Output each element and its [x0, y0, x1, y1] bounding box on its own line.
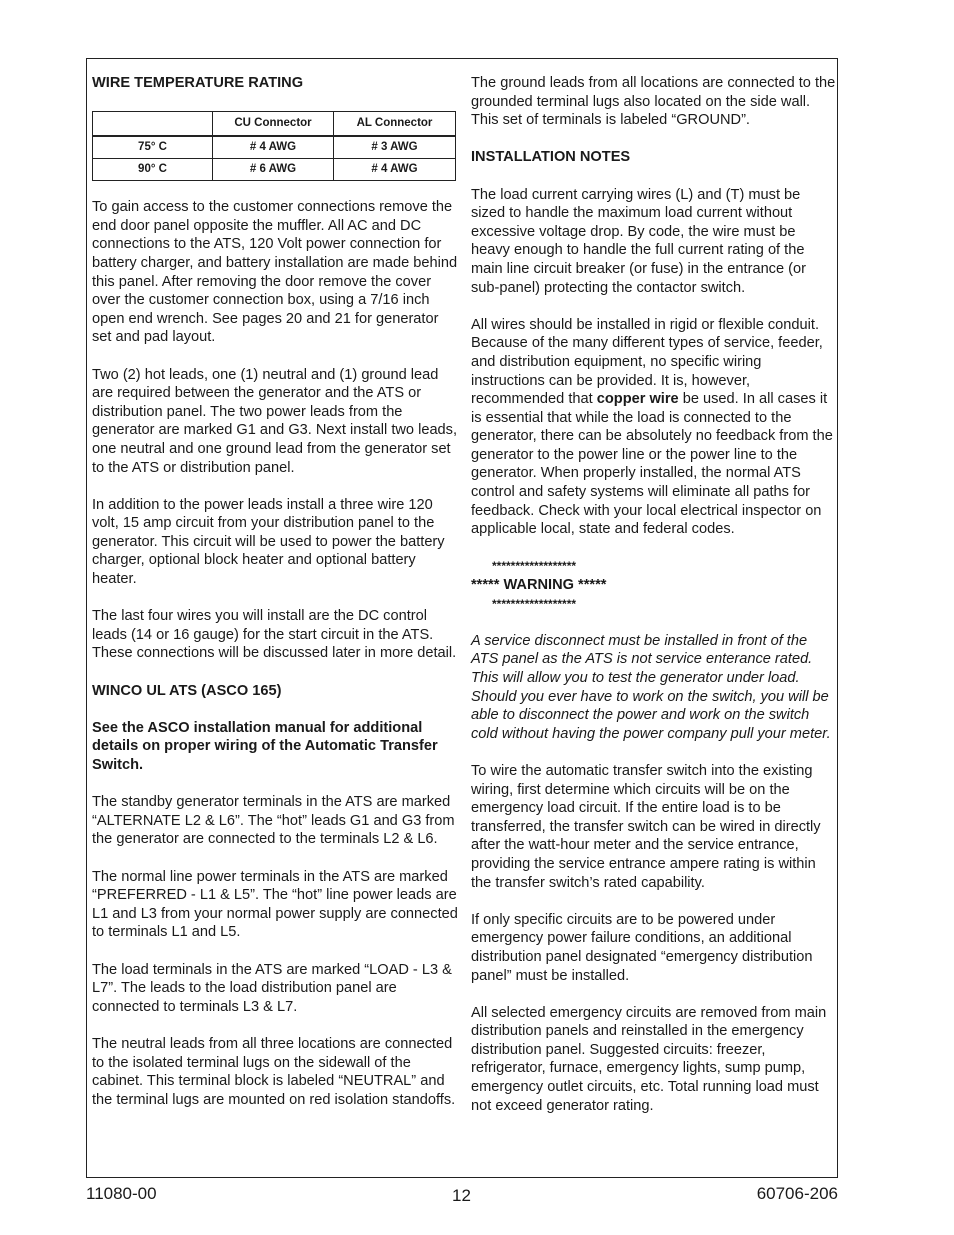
hot-leads-paragraph: Two (2) hot leads, one (1) neutral and (1) ground lead are required between the generator and the ATS or distribution panel. The two power leads from the generator are marked G1 and G3. Next install two leads, one neutral and one ground lead from the generator set to the ATS or distribution panel. [92, 366, 458, 476]
asco-manual-note: See the ASCO installation manual for additional details on proper wiring of the Automatic Transfer Switch. [92, 719, 438, 773]
conduit-text-end: be used. In all cases it is essential that while the load is connected to the generator, there can be absolutely no feedback from the generator to the power line or the power line to the generator. When properly installed, the normal ATS control and safety systems will eliminate all paths for feedback. Check with your local electrical inspector on applicable local, state and federal codes. [471, 391, 833, 538]
emergency-panel-paragraph: If only specific circuits are to be powered under emergency power failure conditions, an additional distribution panel designated “emergency distribution panel” must be installed. [471, 911, 813, 984]
table-cell: # 4 AWG [213, 136, 334, 159]
footer-part-number: 60706-206 [756, 1184, 838, 1203]
normal-line-paragraph: The normal line power terminals in the ATS are marked “PREFERRED - L1 & L5”. The “hot” line power leads are L1 and L3 from your normal power supply are connected to terminals L1 and L5. [92, 868, 458, 941]
table-header-cell: AL Connector [334, 112, 456, 137]
footer-page-number: 12 [452, 1186, 471, 1205]
standby-terminals-paragraph: The standby generator terminals in the ATS are marked “ALTERNATE L2 & L6”. The “hot” leads G1 and G3 from the generator are connected to the terminals L2 & L6. [92, 794, 455, 848]
table-cell: 75° C [93, 136, 213, 159]
left-column [92, 74, 458, 1128]
table-cell: # 4 AWG [334, 159, 456, 181]
conduit-text-start: All wires should be installed in rigid or flexible conduit. Because of the many different types of service, feeder, and distribution equipment, no specific wiring instructions can be provided. It is, however, recommended that [471, 316, 823, 408]
right-column [471, 74, 837, 1134]
access-paragraph: To gain access to the customer connections remove the end door panel opposite the muffler. All AC and DC connections to the ATS, 120 Volt power connection for battery charger, and battery installation are made behind this panel. After removing the door remove the cover over the customer connection box, using a 7/16 inch open end wrench. See pages 20 and 21 for generator set and pad layout. [92, 199, 458, 346]
warning-title: ***** WARNING ***** [471, 577, 607, 594]
power-leads-paragraph: In addition to the power leads install a three wire 120 volt, 15 amp circuit from your distribution panel to the generator. This circuit will be used to power the battery charger, optional block heater and optional battery heater. [92, 496, 445, 588]
conduit-paragraph [471, 316, 837, 539]
page-frame [86, 58, 838, 1178]
transfer-switch-wiring-paragraph: To wire the automatic transfer switch into the existing wiring, first determine which circuits will be on the emergency load circuit. If the entire load is to be transferred, the transfer switch can be wired in directly after the watt-hour meter and the service entrance, providing the service entrance ampere rating is within the transfer switch’s rated capability. [471, 762, 821, 891]
footer-document-number: 11080-00 [86, 1184, 157, 1203]
table-header-cell [93, 112, 213, 137]
table-cell: # 6 AWG [213, 159, 334, 181]
warning-stars-top: ****************** [492, 559, 577, 574]
ground-leads-paragraph: The ground leads from all locations are connected to the grounded terminal lugs also located on the side wall. This set of terminals is labeled “GROUND”. [471, 75, 836, 129]
neutral-leads-paragraph: The neutral leads from all three locations are connected to the isolated terminal lugs on the sidewall of the cabinet. This terminal block is labeled “NEUTRAL” and the terminal lugs are mounted on red isolation standoffs. [92, 1035, 456, 1108]
service-disconnect-warning: A service disconnect must be installed in front of the ATS panel as the ATS is not service enterance rated. This will allow you to test the generator under load. Should you ever have to work on the switch, you will be able to disconnect the power and work on the switch cold without having the power company pull your meter. [471, 632, 831, 742]
wire-temperature-heading: WIRE TEMPERATURE RATING [92, 75, 304, 91]
load-terminals-paragraph: The load terminals in the ATS are marked “LOAD - L3 & L7”. The leads to the load distribution panel are connected to terminals L3 & L7. [92, 961, 452, 1015]
warning-stars-bottom: ****************** [492, 596, 577, 611]
installation-notes-heading: INSTALLATION NOTES [471, 149, 631, 166]
table-header-cell: CU Connector [213, 112, 334, 137]
winco-ats-heading: WINCO UL ATS (ASCO 165) [92, 682, 282, 699]
wire-temperature-table [92, 111, 456, 181]
table-row [93, 159, 456, 181]
table-cell: # 3 AWG [334, 136, 456, 159]
table-cell: 90° C [93, 159, 213, 181]
load-current-paragraph: The load current carrying wires (L) and (T) must be sized to handle the maximum load current without excessive voltage drop. By code, the wire must be heavy enough to handle the full current rating of the main line circuit breaker (or fuse) in the entrance (or sub-panel) protecting the contactor switch. [471, 186, 806, 296]
copper-wire-emphasis: copper wire [596, 391, 679, 408]
table-header-row [93, 112, 456, 137]
emergency-circuits-paragraph: All selected emergency circuits are removed from main distribution panels and reinstalled in the emergency distribution panel. Suggested circuits: freezer, refrigerator, furnace, emergency lights, sump pump, emergency outlet circuits, etc. Total running load must not exceed generator rating. [471, 1004, 827, 1114]
dc-control-paragraph: The last four wires you will install are the DC control leads (14 or 16 gauge) for the start circuit in the ATS. These connections will be discussed later in more detail. [92, 608, 457, 662]
table-row [93, 136, 456, 159]
warning-block [471, 557, 837, 613]
